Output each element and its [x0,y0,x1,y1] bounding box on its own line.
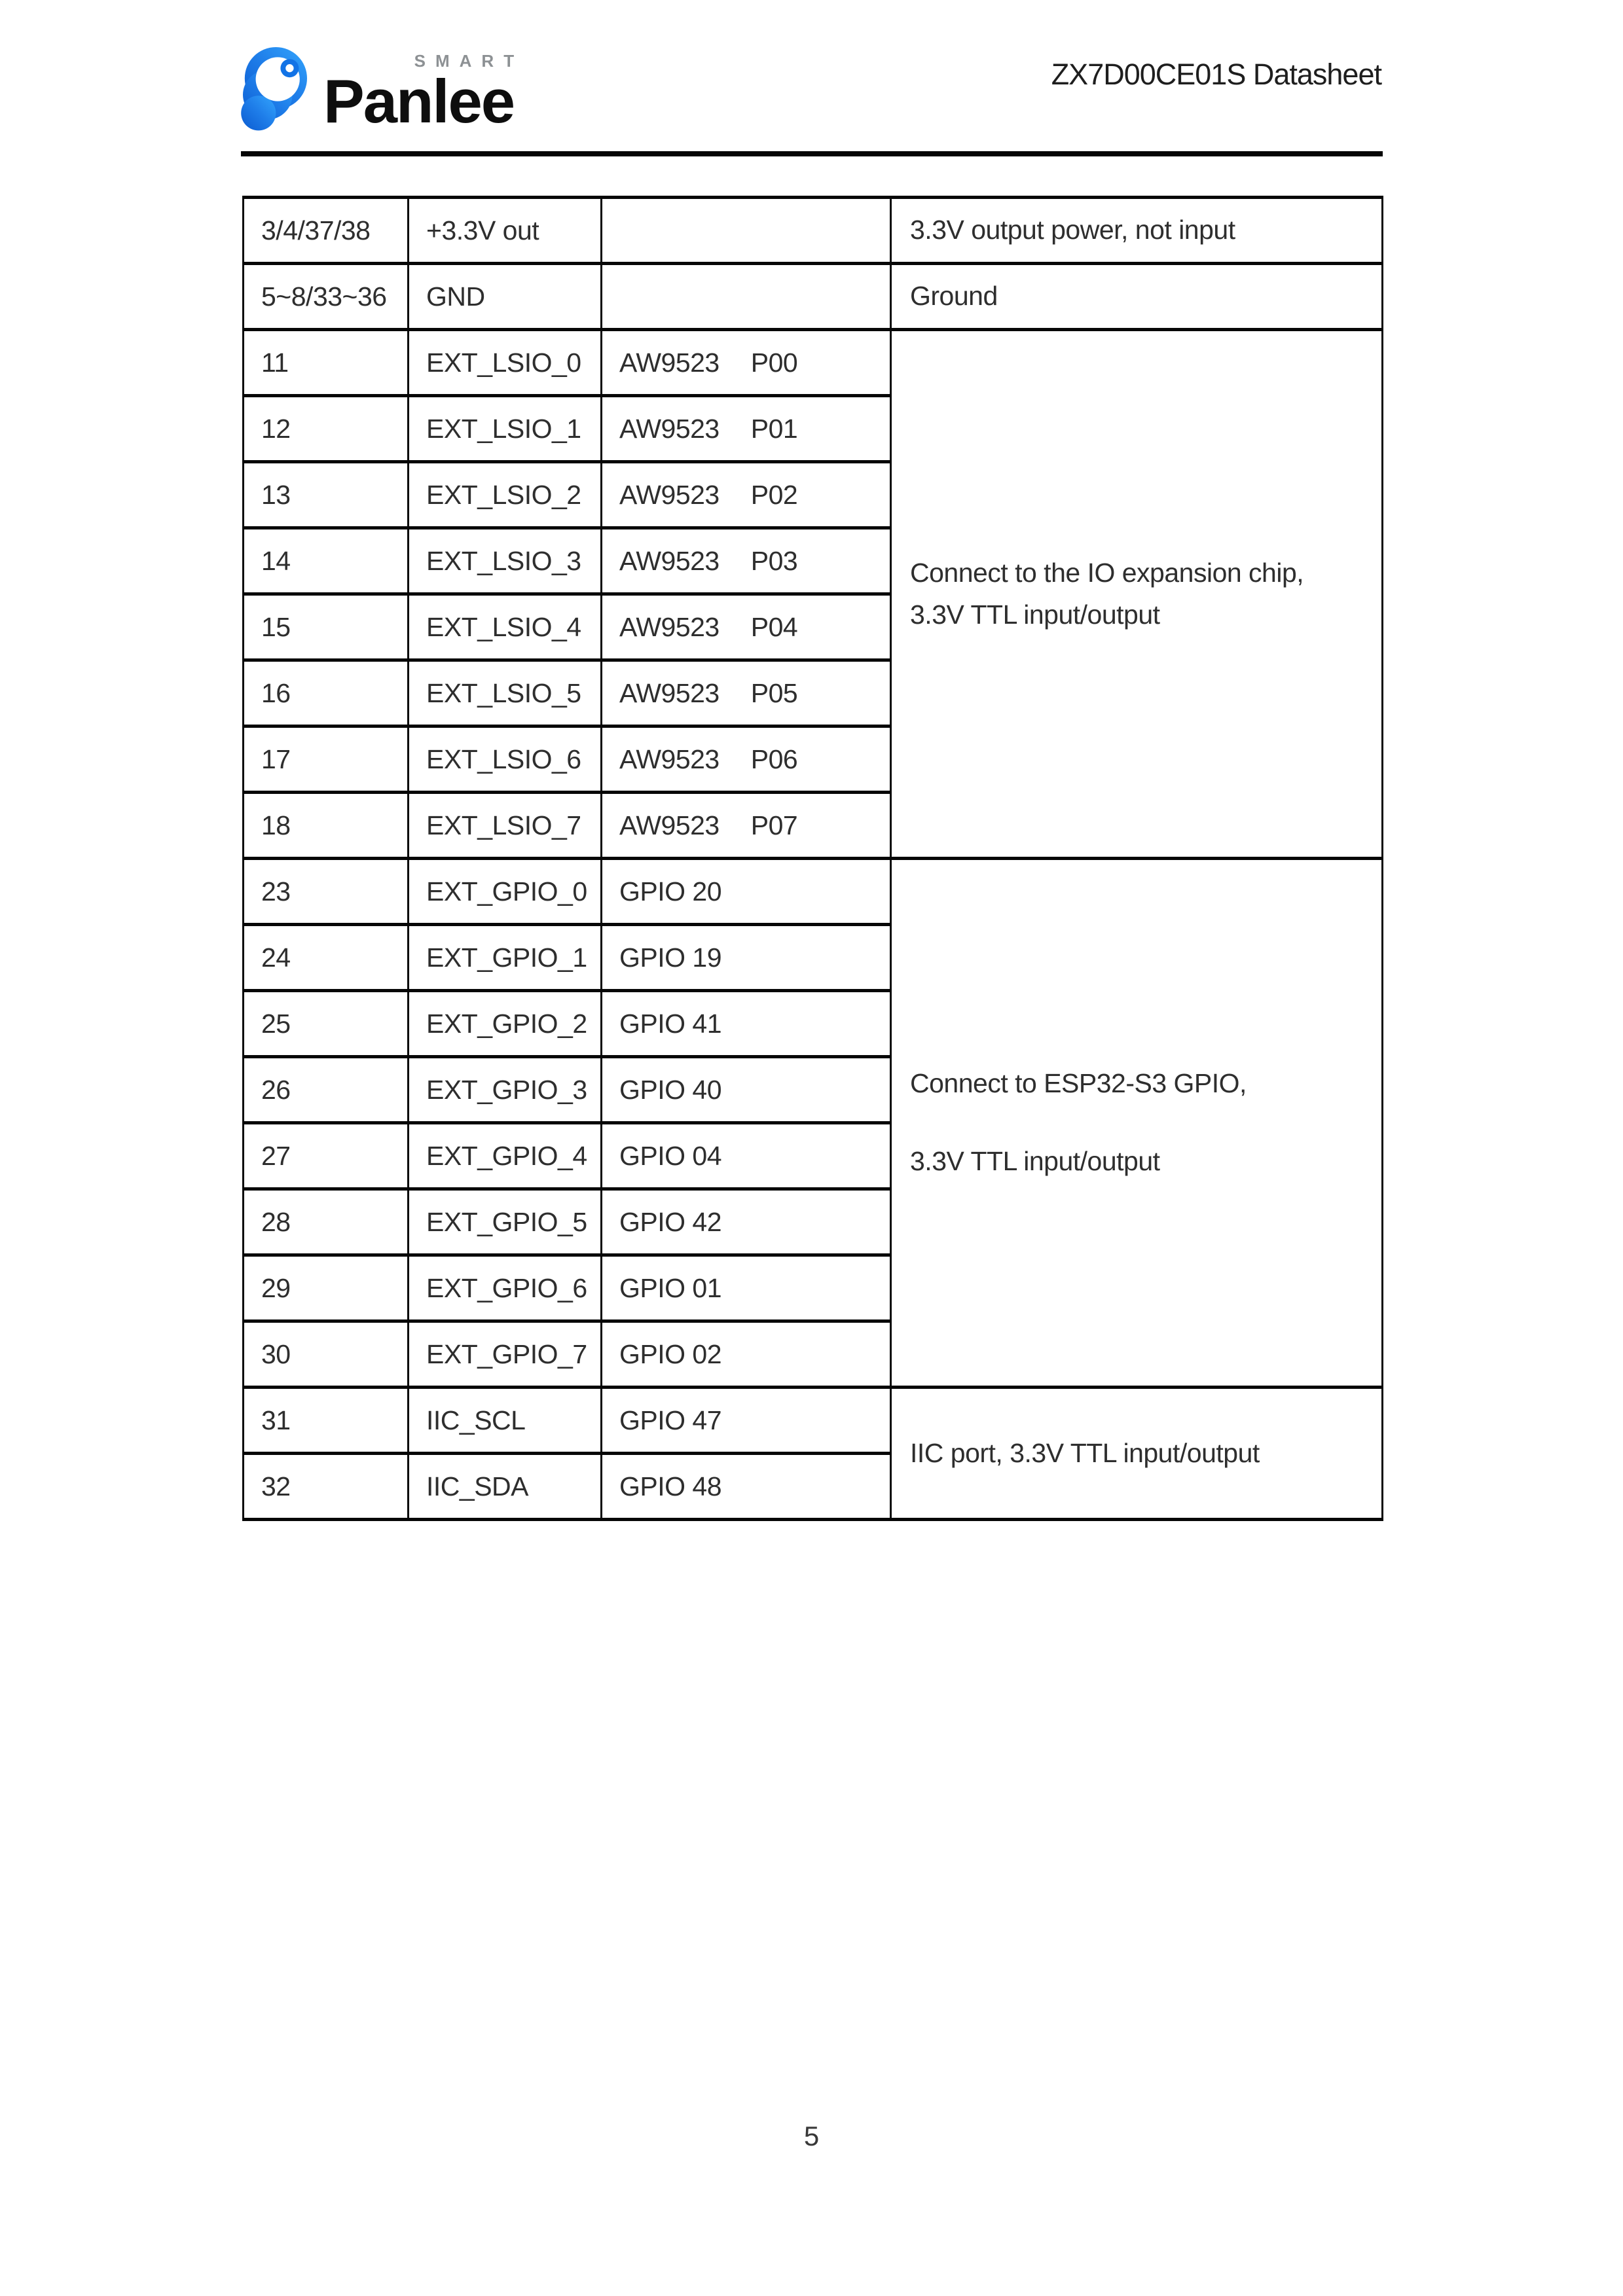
mapping-part: AW9523 [619,347,720,378]
signal-name-cell: EXT_LSIO_4 [409,594,602,660]
mapping-part: AW9523 [619,810,720,840]
mapping-cell [602,991,891,1057]
description-cell [891,198,1383,264]
signal-name-cell: EXT_LSIO_3 [409,528,602,594]
pin-number-cell: 23 [244,859,409,925]
description-cell [891,330,1383,859]
description-line: Connect to ESP32-S3 GPIO, [910,1068,1247,1099]
mapping-cell [602,528,891,594]
mapping-part: GPIO 19 [619,942,722,973]
mapping-part: P04 [750,611,798,642]
mapping-part: P00 [750,347,798,378]
signal-name-cell: EXT_GPIO_7 [409,1321,602,1388]
mapping-part: GPIO 20 [619,876,722,906]
description-line: Connect to the IO expansion chip, [910,557,1304,588]
mapping-cell [602,660,891,726]
pin-number-cell: 29 [244,1255,409,1321]
signal-name-cell: IIC_SCL [409,1388,602,1454]
mapping-part: AW9523 [619,744,720,774]
signal-name-cell: EXT_GPIO_3 [409,1057,602,1123]
pin-number-cell: 15 [244,594,409,660]
mapping-cell [602,1255,891,1321]
pin-number-cell: 31 [244,1388,409,1454]
mapping-part: AW9523 [619,677,720,708]
mapping-part: GPIO 40 [619,1074,722,1105]
pin-number-cell: 27 [244,1123,409,1189]
mapping-part: P02 [750,479,798,510]
signal-name-cell: EXT_LSIO_2 [409,462,602,528]
pin-number-cell: 5~8/33~36 [244,264,409,330]
signal-name-cell: GND [409,264,602,330]
pin-table-body [244,198,1383,1520]
mapping-part: AW9523 [619,479,720,510]
pin-number-cell: 14 [244,528,409,594]
mapping-part: GPIO 41 [619,1008,722,1039]
header-rule [241,151,1383,156]
mapping-cell [602,198,891,264]
mapping-cell [602,330,891,396]
pin-number-cell: 3/4/37/38 [244,198,409,264]
mapping-part: GPIO 04 [619,1140,722,1171]
signal-name-cell: EXT_LSIO_5 [409,660,602,726]
mapping-cell [602,925,891,991]
description-line: 3.3V output power, not input [910,215,1235,245]
mapping-cell [602,726,891,793]
description-line: IIC port, 3.3V TTL input/output [910,1437,1260,1468]
document-title: ZX7D00CE01S Datasheet [1051,58,1381,91]
mapping-cell [602,1189,891,1255]
signal-name-cell: EXT_GPIO_6 [409,1255,602,1321]
signal-name-cell: +3.3V out [409,198,602,264]
mapping-cell [602,594,891,660]
logo-tagline: SMART [414,51,524,71]
mapping-cell [602,1454,891,1520]
mapping-part: P01 [750,413,798,444]
description-line: 3.3V TTL input/output [910,1146,1160,1176]
mapping-part: P07 [750,810,798,840]
mapping-cell [602,1388,891,1454]
mapping-part: P05 [750,677,798,708]
panlee-logo [241,47,524,139]
pin-number-cell: 12 [244,396,409,462]
mapping-cell [602,396,891,462]
mapping-part: AW9523 [619,413,720,444]
signal-name-cell: EXT_GPIO_1 [409,925,602,991]
mapping-cell [602,1057,891,1123]
pin-number-cell: 16 [244,660,409,726]
mapping-part: AW9523 [619,545,720,576]
pin-number-cell: 13 [244,462,409,528]
mapping-part: P06 [750,744,798,774]
pin-number-cell: 32 [244,1454,409,1520]
mapping-cell [602,1123,891,1189]
panlee-logo-icon [241,47,309,139]
pin-number-cell: 24 [244,925,409,991]
pin-number-cell: 18 [244,793,409,859]
table-row [244,330,1383,396]
description-cell [891,859,1383,1388]
table-row [244,1388,1383,1454]
signal-name-cell: EXT_GPIO_5 [409,1189,602,1255]
mapping-part: GPIO 02 [619,1338,722,1369]
mapping-part: AW9523 [619,611,720,642]
mapping-part: GPIO 01 [619,1272,722,1303]
table-row [244,198,1383,264]
description-cell [891,1388,1383,1520]
mapping-cell [602,1321,891,1388]
signal-name-cell: EXT_LSIO_6 [409,726,602,793]
pin-table [242,196,1383,1521]
mapping-cell [602,462,891,528]
page-number: 5 [803,2121,820,2151]
logo-brand: Panlee [323,67,515,135]
signal-name-cell: EXT_GPIO_0 [409,859,602,925]
mapping-cell [602,264,891,330]
mapping-part: P03 [750,545,798,576]
signal-name-cell: EXT_LSIO_0 [409,330,602,396]
table-row [244,264,1383,330]
logo-text [323,47,524,135]
mapping-part: GPIO 47 [619,1405,722,1435]
mapping-part: GPIO 48 [619,1471,722,1501]
mapping-cell [602,859,891,925]
signal-name-cell: EXT_GPIO_4 [409,1123,602,1189]
table-row [244,859,1383,925]
pin-number-cell: 28 [244,1189,409,1255]
signal-name-cell: EXT_GPIO_2 [409,991,602,1057]
mapping-cell [602,793,891,859]
signal-name-cell: IIC_SDA [409,1454,602,1520]
description-line: 3.3V TTL input/output [910,599,1160,630]
pin-number-cell: 17 [244,726,409,793]
signal-name-cell: EXT_LSIO_7 [409,793,602,859]
pin-number-cell: 25 [244,991,409,1057]
pin-number-cell: 30 [244,1321,409,1388]
mapping-part: GPIO 42 [619,1206,722,1237]
description-cell [891,264,1383,330]
pin-number-cell: 26 [244,1057,409,1123]
pin-number-cell: 11 [244,330,409,396]
description-line: Ground [910,281,998,312]
signal-name-cell: EXT_LSIO_1 [409,396,602,462]
